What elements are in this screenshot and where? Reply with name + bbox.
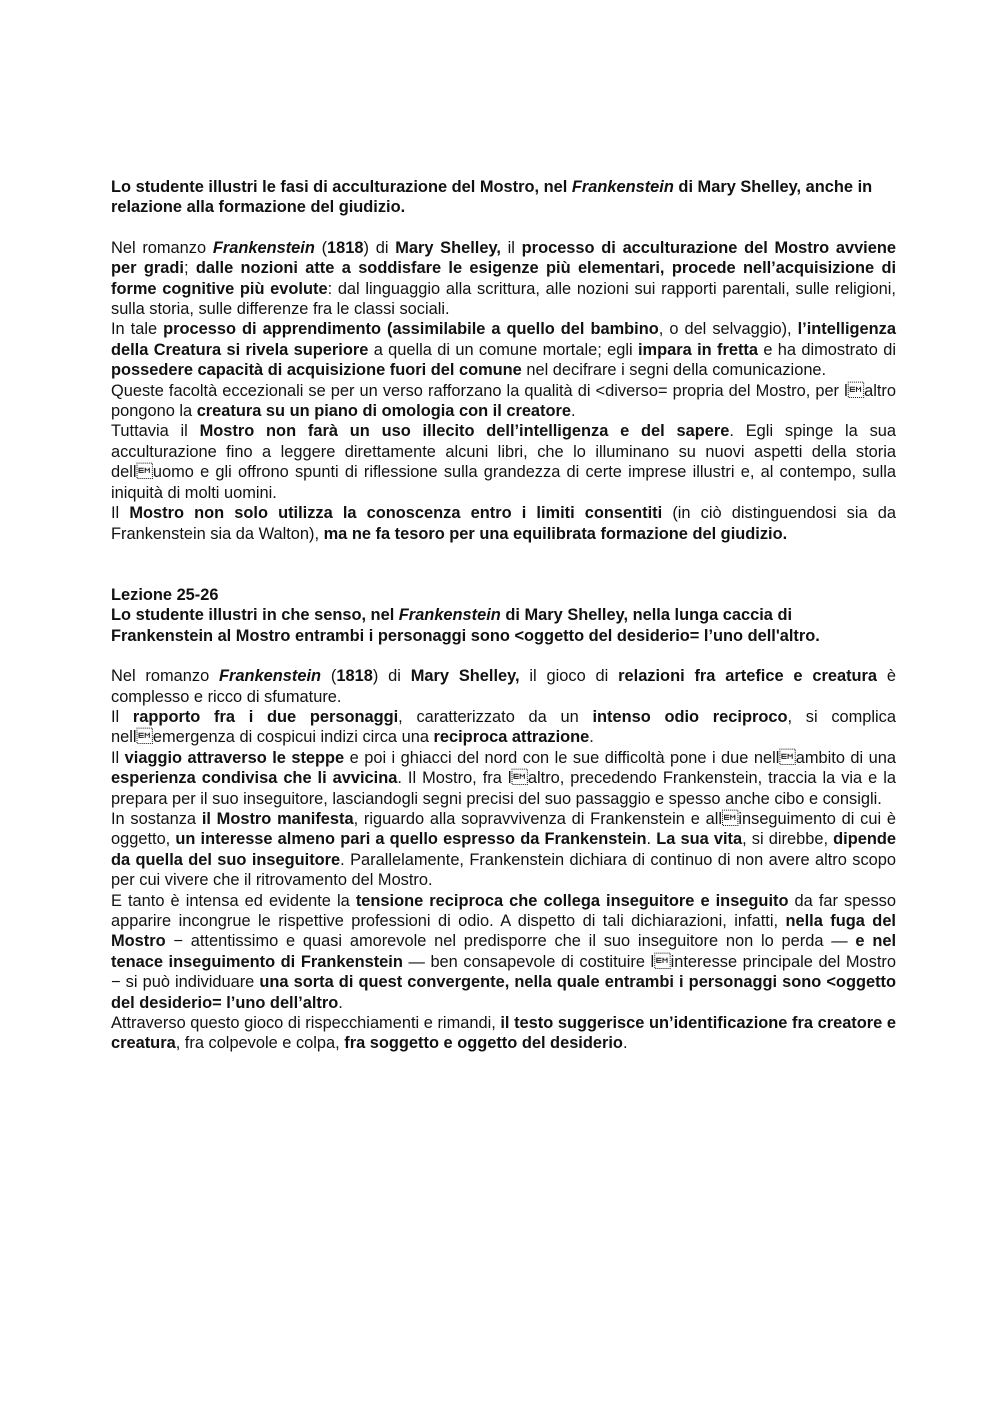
emphasis-text: dalle nozioni atte a soddisfare le esigenze più elementari, procede nell’acquisizione di forme cognitive più evolute	[111, 259, 897, 298]
text-run: a quella di un comune mortale; egli	[368, 340, 638, 359]
paragraph	[111, 319, 896, 380]
emphasis-text: un interesse almeno pari a quello espresso da Frankenstein	[175, 830, 647, 849]
emphasis-text: processo di acculturazione del Mostro avviene per gradi	[111, 238, 896, 278]
paragraph	[111, 707, 896, 748]
emphasis-text: creatura su un piano di omologia con il creatore	[196, 402, 572, 421]
emphasis-text: intenso odio reciproco	[592, 707, 788, 726]
emphasis-text: reciproca attrazione	[433, 728, 590, 747]
emphasis-text: il testo suggerisce un’identificazione fra creatore e creatura	[111, 1014, 896, 1053]
paragraph	[111, 238, 896, 320]
text-run: , o del selvaggio),	[658, 320, 798, 339]
document-page	[111, 177, 896, 1054]
text-run: Lo studente illustri le fasi di acculturazione del Mostro, nel	[111, 178, 572, 196]
emphasis-text: rapporto fra i due personaggi	[132, 707, 399, 726]
emphasis-text: 1818	[336, 667, 373, 686]
text-run: e ha dimostrato di	[757, 340, 896, 359]
text-run: Lo studente illustri in che senso, nel	[111, 606, 399, 625]
text-run: nel decifrare i segni della comunicazione.	[521, 361, 827, 380]
text-run: .	[646, 830, 657, 849]
emphasis-text: l’intelligenza della Creatura si rivela superiore	[111, 320, 896, 359]
text-run: Tuttavia il	[111, 422, 200, 441]
emphasis-text: ma ne fa tesoro per una equilibrata formazione del giudizio.	[323, 524, 788, 543]
text-run: e poi i ghiacci del nord con le sue difficoltà pone i due nellambito di una	[344, 748, 896, 767]
text-run: , si complica nellemergenza di cospicui indizi circa una	[111, 707, 896, 747]
emphasis-text: Mostro non farà un uso illecito dell’intelligenza e del sapere	[199, 422, 730, 441]
paragraph	[111, 891, 896, 1013]
emphasis-text: Frankenstein	[219, 667, 322, 686]
text-run: da far spesso apparire incongrue le rispettive professioni di odio. A dispetto di tali dichiarazioni, infatti,	[111, 891, 896, 930]
emphasis-text: tensione reciproca che collega inseguitore e inseguito	[355, 891, 789, 910]
emphasis-text: Mary Shelley,	[395, 238, 501, 257]
text-run: In tale	[111, 320, 164, 339]
text-run: .	[571, 402, 576, 421]
text-run: (	[314, 238, 328, 257]
paragraph	[111, 503, 896, 544]
text-run: . Il Mostro, fra laltro, precedendo Frankenstein, traccia la via e la prepara per il suo inseguitore, lasciandogli segni precisi del suo passaggio e spesso anche cibo e consigli.	[111, 769, 896, 808]
emphasis-text: esperienza condivisa che li avvicina	[111, 769, 398, 788]
text-run: , caratterizzato da un	[398, 707, 593, 726]
paragraph	[111, 1013, 896, 1054]
text-run: .	[338, 993, 343, 1012]
answer-1	[111, 238, 896, 544]
text-run: — ben consapevole di costituire linteresse principale del Mostro − si può individuare	[111, 952, 896, 992]
text-run: ) di	[363, 238, 396, 257]
text-run: , si direbbe,	[742, 830, 834, 849]
text-run: .	[589, 728, 594, 747]
text-run: Il	[111, 707, 133, 726]
text-run: Frankenstein	[398, 606, 501, 625]
text-run: , fra colpevole e colpa,	[175, 1034, 345, 1053]
paragraph	[111, 421, 896, 503]
emphasis-text: La sua vita	[656, 830, 743, 849]
emphasis-text: dipende da quella del suo inseguitore	[111, 830, 896, 869]
emphasis-text: Mostro non solo utilizza la conoscenza entro i limiti consentiti	[129, 504, 663, 523]
emphasis-text: Mary Shelley,	[410, 667, 520, 686]
text-run: Nel romanzo	[111, 238, 213, 257]
text-run: ;	[183, 259, 196, 278]
text-run: Il	[111, 504, 130, 523]
text-run: .	[622, 1034, 628, 1053]
text-run: . Egli spinge la sua acculturazione fino a leggere direttamente alcuni libri, che lo illuminano su nuovi aspetti della storia delluomo e gli offrono spunti di riflessione sulla grandezza di certe imprese illustri e, al contempo, sulla iniquità di molti uomini.	[111, 422, 896, 502]
emphasis-text: 1818	[327, 238, 364, 257]
emphasis-text: nella fuga del Mostro	[111, 912, 896, 951]
emphasis-text: fra soggetto e oggetto del desiderio	[344, 1034, 623, 1053]
text-run: ) di	[372, 667, 411, 686]
paragraph	[111, 748, 896, 809]
text-run: − attentissimo e quasi amorevole nel predisporre che il suo inseguitore non lo perda —	[165, 932, 856, 951]
emphasis-text: processo di apprendimento (assimilabile a quello del bambino	[163, 320, 659, 339]
emphasis-text: il Mostro manifesta	[201, 809, 354, 828]
text-run: . Parallelamente, Frankenstein dichiara di continuo di non avere altro scopo per cui vivere che il ritrovamento del Mostro.	[111, 850, 896, 890]
emphasis-text: una sorta di quest convergente, nella quale entrambi i personaggi sono <oggetto del desiderio= l’uno dell’altro	[111, 973, 897, 1012]
text-run: il	[500, 238, 522, 257]
text-run: Frankenstein	[571, 178, 674, 196]
text-run: di Mary Shelley, nella lunga caccia di Frankenstein al Mostro entrambi i personaggi sono <oggetto del desiderio= l’uno dell'altro.	[111, 606, 820, 645]
text-run: Attraverso questo gioco di rispecchiamenti e rimandi,	[111, 1014, 501, 1033]
text-run: : dal linguaggio alla scrittura, alle nozioni sui rapporti parentali, sulle religioni, sulla storia, sulle differenze fra le classi sociali.	[111, 279, 896, 319]
paragraph	[111, 381, 896, 422]
question-2	[111, 605, 896, 646]
emphasis-text: Frankenstein	[212, 238, 315, 257]
text-run: Nel romanzo	[111, 667, 220, 686]
text-run: è complesso e ricco di sfumature.	[111, 667, 896, 706]
paragraph	[111, 666, 896, 707]
text-run: E tanto è intensa ed evidente la	[111, 891, 356, 910]
text-run: (in ciò distinguendosi sia da Frankenstein sia da Walton),	[111, 504, 896, 543]
emphasis-text: relazioni fra artefice e creatura	[618, 667, 878, 686]
emphasis-text: impara in fretta	[637, 340, 758, 359]
text-run: (	[321, 667, 337, 686]
emphasis-text: possedere capacità di acquisizione fuori del comune	[111, 361, 522, 380]
text-run: Il	[111, 748, 125, 767]
text-run: Queste facoltà eccezionali se per un verso rafforzano la qualità di <diverso= propria del Mostro, per laltro pongono la	[111, 381, 896, 421]
text-run: il gioco di	[519, 667, 619, 686]
paragraph	[111, 809, 896, 891]
text-run: di Mary Shelley, anche in relazione alla formazione del giudizio.	[111, 178, 873, 217]
text-run: , riguardo alla sopravvivenza di Frankenstein e allinseguimento di cui è oggetto,	[111, 809, 896, 849]
emphasis-text: e nel tenace inseguimento di Frankenstein	[111, 932, 896, 971]
text-run: In sostanza	[111, 809, 202, 828]
question-1	[111, 177, 896, 218]
answer-2	[111, 666, 896, 1054]
emphasis-text: viaggio attraverso le steppe	[124, 748, 345, 767]
lesson-heading: Lezione 25-26	[111, 585, 219, 604]
